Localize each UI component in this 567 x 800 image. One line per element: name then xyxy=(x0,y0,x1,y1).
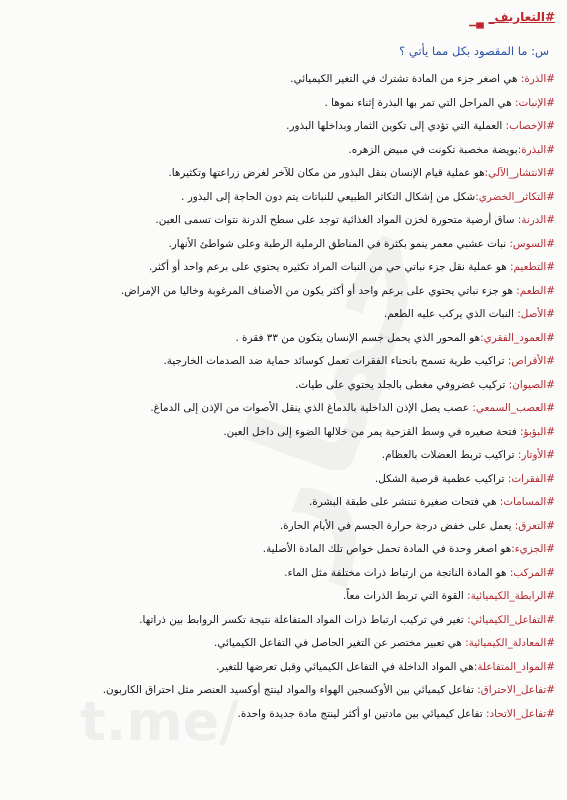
definition-text: شكل من إشكال التكاثر الطبيعي للنباتات يتم دون الحاجة إلى البذور . xyxy=(181,190,476,203)
definition-item xyxy=(7,397,555,421)
definition-text: هي تعبير مختصر عن التغير الحاصل في التفاعل الكيميائي. xyxy=(214,637,466,649)
definition-term: #العصب_السمعي: xyxy=(472,402,555,414)
definition-text: بويضة مخصبة تكونت في مبيض الزهره. xyxy=(348,143,518,156)
definition-term: #الانتشار_الآلي: xyxy=(484,167,555,179)
definition-term: #التعرق: xyxy=(514,519,555,532)
definition-text: تراكيب عظمية قرصية الشكل. xyxy=(374,472,508,485)
definition-text: تفاعل كيميائي بين مادتين او أكثر لينتج مادة جديدة واحدة. xyxy=(237,707,486,720)
question-prompt: س: ما المقصود بكل مما يأتي ؟ xyxy=(399,44,549,58)
definition-item xyxy=(7,515,555,539)
definition-text: تركيب غضروفي مغطى بالجلد يحتوي على طيات. xyxy=(295,378,509,391)
definition-text: هو المادة الناتجة من ارتباط ذرات مختلفة مثل الماء. xyxy=(284,566,510,579)
definition-item xyxy=(7,303,555,327)
definition-text: هو المحور الذي يحمل جسم الإنسان يتكون من ٣٣ فقرة . xyxy=(235,331,481,344)
definition-item xyxy=(7,585,555,609)
definition-text: عصب يصل الإذن الداخلية بالدماغ الذي ينقل الأصوات من الإذن إلى الدماغ. xyxy=(150,402,473,414)
section-title: #التعاريف_ xyxy=(488,10,555,24)
definition-term: #البذرة: xyxy=(517,143,555,156)
definition-text: تراكيب طرية تسمح بانحناء الفقرات تعمل كوسائد حماية ضد الصدمات الخارجية. xyxy=(163,355,508,367)
definition-item xyxy=(7,632,555,656)
definition-term: #المركب: xyxy=(509,566,555,579)
definition-text: هي اصغر جزء من المادة تشترك في التغير الكيميائي. xyxy=(290,73,521,85)
definition-term: #المعادلة_الكيميائية: xyxy=(465,637,555,649)
definition-item xyxy=(7,162,555,186)
definition-term: #الأصل: xyxy=(517,308,555,320)
definitions-list xyxy=(7,68,555,726)
definition-item xyxy=(7,209,555,233)
definition-term: #الإخصاب: xyxy=(505,120,555,132)
watermark-link: t.me/ xyxy=(80,690,239,753)
definition-term: #المواد_المتفاعلة: xyxy=(473,660,555,673)
definition-text: تراكيب تربط العضلات بالعظام. xyxy=(381,449,518,461)
definition-item xyxy=(7,256,555,280)
definition-term: #الرابطة_الكيميائية: xyxy=(467,590,555,602)
definition-text: هي فتحات صغيرة تنتشر على طبقة البشرة. xyxy=(308,496,500,508)
definition-item xyxy=(7,444,555,468)
definition-item xyxy=(7,656,555,680)
definition-text: القوة التي تربط الذرات معاً. xyxy=(342,590,468,602)
definition-item xyxy=(7,327,555,351)
definition-text: هو اصغر وحدة في المادة تحمل خواص تلك المادة الأصلية. xyxy=(262,543,512,555)
definition-item xyxy=(7,421,555,445)
definition-item xyxy=(7,280,555,304)
definition-term: #التفاعل_الكيميائي: xyxy=(467,613,555,626)
definition-term: #السوس: xyxy=(509,237,555,250)
definition-item xyxy=(7,68,555,92)
definition-term: #البؤبؤ: xyxy=(519,425,555,438)
definition-text: هو جزء نباتي يحتوي على برعم واحد أو أكثر يكون من الأصناف المرغوبة وخاليا من الإمراض. xyxy=(120,284,517,297)
definition-term: #الطعم: xyxy=(516,284,555,297)
definition-item xyxy=(7,703,555,727)
definition-text: يعمل على خفض درجة حرارة الجسم في الأيام الحارة. xyxy=(279,519,515,532)
definition-term: #الجزيء: xyxy=(511,543,555,555)
definition-item xyxy=(7,233,555,257)
definition-text: تفاعل كيميائي بين الأوكسجين الهواء والمواد لينتج أوكسيد العنصر مثل احتراق الكاربون. xyxy=(102,684,478,696)
definition-term: #الأقراص: xyxy=(507,355,555,367)
pointing-hand-icon xyxy=(468,14,484,21)
definition-text: تغير في تركيب ارتباط ذرات المواد المتفاعلة نتيجة تكسر الروابط بين ذراتها. xyxy=(139,613,468,626)
definition-term: #الإنبات: xyxy=(515,96,555,109)
definition-term: #العمود_الفقري: xyxy=(480,331,555,344)
definition-item xyxy=(7,139,555,163)
definition-text: العملية التي تؤدي إلى تكوين الثمار وبداخلها البذور. xyxy=(286,120,506,132)
definition-item xyxy=(7,491,555,515)
definition-item xyxy=(7,609,555,633)
definition-item xyxy=(7,186,555,210)
definition-item xyxy=(7,562,555,586)
definition-term: #التكاثر_الخضري: xyxy=(475,190,555,203)
definition-term: #التطعيم: xyxy=(510,261,555,273)
definition-text: هو عملية قيام الإنسان بنقل البذور من مكان للآخر لغرض زراعتها وتكثيرها. xyxy=(168,167,485,179)
definition-item xyxy=(7,350,555,374)
definition-item xyxy=(7,538,555,562)
definition-term: #الذرة: xyxy=(520,73,555,85)
definition-text: هي المراحل التي تمر بها البذرة إثناء نموها . xyxy=(324,96,515,109)
section-header xyxy=(468,10,555,24)
definition-term: #الفقرات: xyxy=(507,472,555,485)
definition-item xyxy=(7,374,555,398)
definition-term: #تفاعل_الاحتراق: xyxy=(477,684,555,696)
definition-item xyxy=(7,679,555,703)
definition-term: #الدرنة: xyxy=(517,214,555,226)
definition-term: #المسامات: xyxy=(499,496,555,508)
definition-item xyxy=(7,115,555,139)
definition-text: هي المواد الداخلة في التفاعل الكيميائي وقبل تعرضها للتغير. xyxy=(216,660,474,673)
definition-text: هو عملية نقل جزء نباتي حي من النبات المراد تكثيره يحتوي على برعم واحد أو أكثر. xyxy=(148,261,511,273)
definition-term: #الأوتار: xyxy=(517,449,555,461)
definition-item xyxy=(7,92,555,116)
definition-term: #تفاعل_الاتحاد: xyxy=(486,707,555,720)
definition-text: فتحة صغيره في وسط القزحية يمر من خلالها الضوء إلى داخل العين. xyxy=(223,425,520,438)
definition-text: النبات الذي يركب عليه الطعم. xyxy=(383,308,518,320)
definition-term: #الصيوان: xyxy=(508,378,555,391)
definition-item xyxy=(7,468,555,492)
definition-text: نبات عشبي معمر ينمو بكثرة في المناطق الرملية الرطبة وعلى شواطئ الأنهار. xyxy=(168,237,510,250)
definition-text: ساق أرضية متحورة لخزن المواد الغذائية توجد على سطح الدرنة نتوات تسمى العين. xyxy=(155,214,518,226)
